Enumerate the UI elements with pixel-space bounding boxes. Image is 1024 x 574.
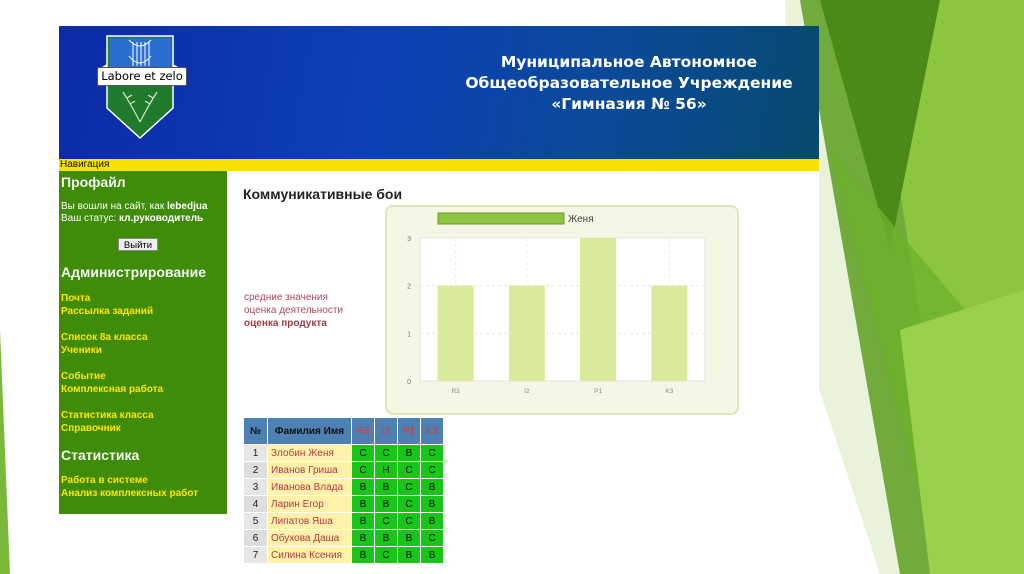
link-activity-score[interactable]: оценка деятельности: [244, 305, 343, 316]
grade-cell: В: [352, 547, 375, 564]
header-i2[interactable]: I2: [375, 418, 398, 445]
row-number: 7: [244, 547, 268, 564]
header-p1[interactable]: P1: [398, 418, 421, 445]
grade-cell: В: [352, 479, 375, 496]
admin-heading: Администрирование: [61, 264, 206, 280]
student-name-link[interactable]: Иванов Гриша: [268, 462, 352, 479]
bar: [651, 286, 687, 381]
grade-cell: В: [421, 496, 444, 513]
profile-heading: Профайл: [61, 174, 126, 190]
bar-chart: [387, 207, 737, 413]
header-name[interactable]: Фамилия Имя: [268, 418, 352, 445]
table-row: [244, 530, 444, 547]
y-tick-label: 2: [407, 283, 411, 291]
status-value: кл.руководитель: [118, 213, 204, 224]
school-title: [439, 52, 819, 115]
x-tick-label: I2: [524, 388, 530, 395]
header-r3[interactable]: R3: [352, 418, 375, 445]
table-row: [244, 479, 444, 496]
login-info: [61, 201, 208, 213]
y-tick-label: 1: [407, 331, 411, 339]
grade-cell: С: [421, 530, 444, 547]
grade-cell: В: [421, 513, 444, 530]
x-tick-label: R3: [451, 388, 460, 395]
grade-cell: В: [375, 479, 398, 496]
link-mail[interactable]: Почта: [61, 293, 91, 304]
link-task-mailing[interactable]: Рассылка заданий: [61, 306, 154, 317]
grade-cell: С: [375, 513, 398, 530]
site-banner: [59, 26, 819, 159]
sidebar: [59, 171, 227, 514]
grade-cell: С: [421, 445, 444, 462]
table-row: [244, 547, 444, 564]
crest-motto: Labore et zelo: [97, 67, 187, 86]
header-number[interactable]: №: [244, 418, 268, 445]
page-title: Коммуникативные бои: [243, 186, 403, 202]
student-name-link[interactable]: Злобин Женя: [268, 445, 352, 462]
grade-cell: С: [375, 445, 398, 462]
link-average-values[interactable]: средние значения: [244, 292, 328, 303]
table-row: [244, 462, 444, 479]
chart-mode-links: [244, 291, 343, 330]
bar: [580, 238, 616, 381]
student-name-link[interactable]: Ларин Егор: [268, 496, 352, 513]
row-number: 2: [244, 462, 268, 479]
legend-swatch: [438, 213, 564, 224]
grade-cell: В: [352, 496, 375, 513]
student-name-link[interactable]: Иванова Влада: [268, 479, 352, 496]
table-header-row: [244, 418, 444, 445]
student-name-link[interactable]: Обухова Даша: [268, 530, 352, 547]
x-tick-label: P1: [594, 388, 603, 395]
stats-heading: Статистика: [61, 447, 140, 463]
y-tick-label: 3: [407, 236, 411, 243]
grade-cell: Н: [375, 462, 398, 479]
link-product-score[interactable]: оценка продукта: [244, 318, 327, 329]
y-tick-label: 0: [407, 379, 411, 386]
grade-cell: С: [398, 479, 421, 496]
link-class-stats[interactable]: Статистика класса: [61, 410, 154, 421]
grade-cell: В: [398, 530, 421, 547]
table-row: [244, 445, 444, 462]
link-reference[interactable]: Справочник: [61, 423, 121, 434]
login-user: lebedjua: [166, 201, 208, 212]
grade-cell: С: [421, 462, 444, 479]
grade-cell: В: [421, 479, 444, 496]
bar: [438, 286, 474, 381]
grade-cell: В: [375, 530, 398, 547]
grade-cell: В: [421, 547, 444, 564]
grade-cell: С: [352, 462, 375, 479]
school-title-line-2: Общеобразовательное Учреждение: [465, 74, 793, 92]
grade-cell: В: [398, 445, 421, 462]
status-info: [61, 213, 203, 225]
row-number: 5: [244, 513, 268, 530]
grade-cell: В: [352, 513, 375, 530]
navigation-label[interactable]: Навигация: [60, 159, 110, 170]
link-complex-work[interactable]: Комплексная работа: [61, 384, 164, 395]
student-name-link[interactable]: Силина Ксения: [268, 547, 352, 564]
grade-cell: В: [398, 547, 421, 564]
row-number: 3: [244, 479, 268, 496]
navigation-bar: [59, 159, 819, 171]
link-complex-analysis[interactable]: Анализ комплексных работ: [61, 488, 199, 499]
row-number: 4: [244, 496, 268, 513]
link-class-list[interactable]: Список 8а класса: [61, 332, 148, 343]
table-row: [244, 513, 444, 530]
main-content: [227, 171, 819, 574]
grades-table: [243, 417, 444, 564]
grade-cell: С: [398, 496, 421, 513]
logout-button[interactable]: Выйти: [118, 238, 158, 251]
link-system-work[interactable]: Работа в системе: [61, 475, 148, 486]
school-title-line-3: «Гимназия № 56»: [551, 95, 707, 113]
row-number: 1: [244, 445, 268, 462]
grade-cell: С: [352, 445, 375, 462]
school-title-line-1: Муниципальное Автономное: [500, 53, 758, 71]
status-prefix: Ваш статус:: [61, 213, 119, 224]
grade-cell: В: [352, 530, 375, 547]
chart-panel: [385, 205, 739, 415]
x-tick-label: K3: [665, 388, 674, 395]
bar: [509, 286, 545, 381]
link-students[interactable]: Ученики: [61, 345, 102, 356]
grade-cell: С: [398, 462, 421, 479]
student-name-link[interactable]: Липатов Яша: [268, 513, 352, 530]
row-number: 6: [244, 530, 268, 547]
grade-cell: В: [375, 496, 398, 513]
link-event[interactable]: Событие: [61, 371, 106, 382]
grade-cell: С: [375, 547, 398, 564]
legend-label: Женя: [568, 214, 594, 225]
login-prefix: Вы вошли на сайт, как: [61, 201, 167, 212]
table-row: [244, 496, 444, 513]
grade-cell: С: [398, 513, 421, 530]
header-k3[interactable]: K3: [421, 418, 444, 445]
